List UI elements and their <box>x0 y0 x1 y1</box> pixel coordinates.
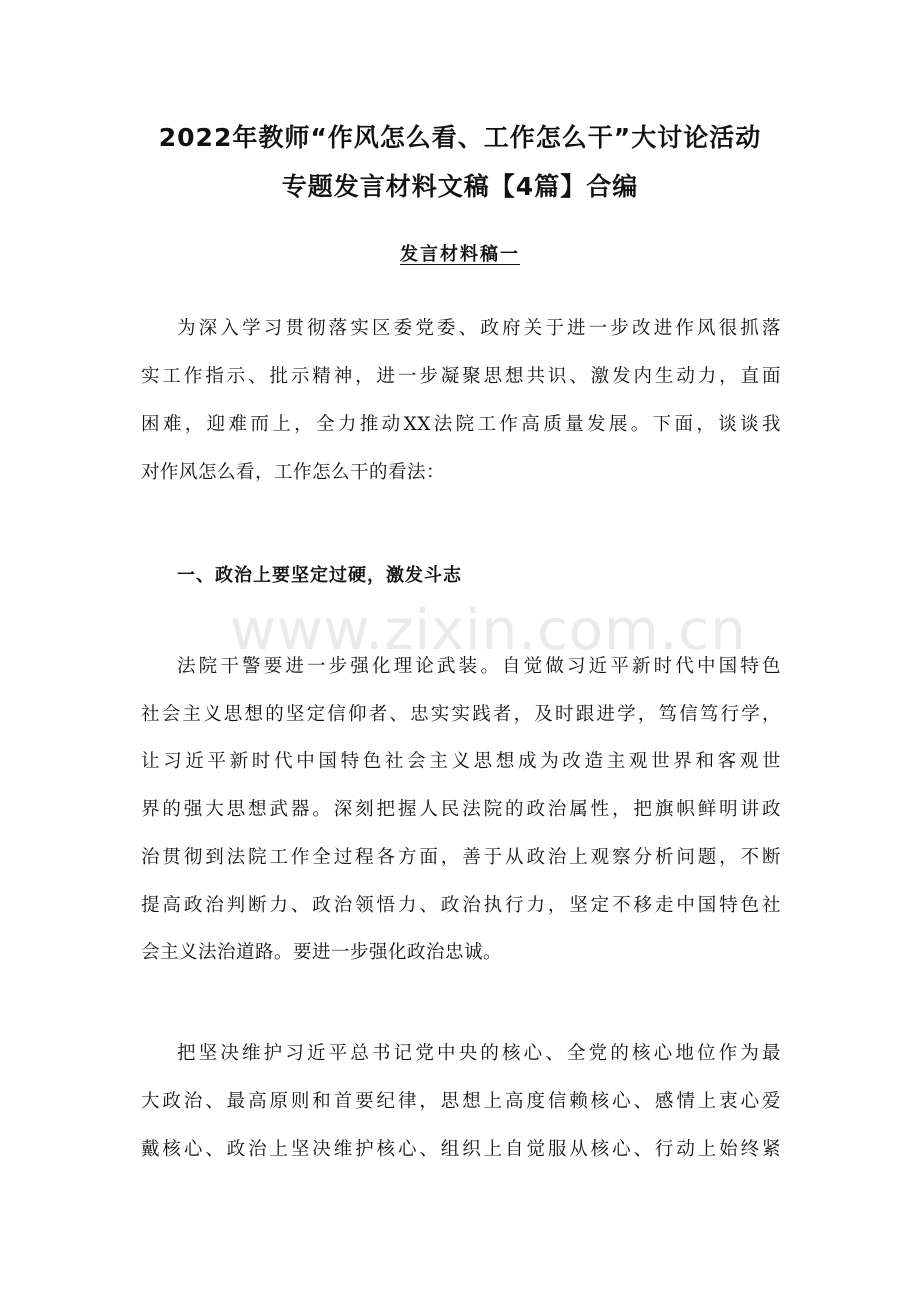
paragraph-1-line-3: 困难，迎难而上，全力推动XX法院工作高质量发展。下面，谈谈我 <box>141 414 781 435</box>
document-title-line-2: 专题发言材料文稿【4篇】合编 <box>281 172 639 201</box>
document-title-line-1: 2022年教师“作风怎么看、工作怎么干”大讨论活动 <box>158 123 762 152</box>
paragraph-1-line-4: 对作风怎么看，工作怎么干的看法： <box>141 462 446 483</box>
paragraph-2-line-1: 法院干警要进一步强化理论武装。自觉做习近平新时代中国特色 <box>177 656 781 677</box>
paragraph-2-line-5: 治贯彻到法院工作全过程各方面，善于从政治上观察分析问题，不断 <box>141 847 781 868</box>
section-title: 发言材料稿一 <box>400 244 520 265</box>
paragraph-3-line-3: 戴核心、政治上坚决维护核心、组织上自觉服从核心、行动上始终紧 <box>141 1139 781 1160</box>
paragraph-2-line-4: 界的强大思想武器。深刻把握人民法院的政治属性，把旗帜鲜明讲政 <box>141 799 781 820</box>
paragraph-3-line-1: 把坚决维护习近平总书记党中央的核心、全党的核心地位作为最 <box>177 1043 781 1064</box>
paragraph-2-line-7: 会主义法治道路。要进一步强化政治忠诚。 <box>141 942 503 963</box>
paragraph-1-line-2: 实工作指示、批示精神，进一步凝聚思想共识、激发内生动力，直面 <box>141 366 781 387</box>
paragraph-2-line-2: 社会主义思想的坚定信仰者、忠实实践者，及时跟进学，笃信笃行学， <box>141 704 781 725</box>
paragraph-1-line-1: 为深入学习贯彻落实区委党委、政府关于进一步改进作风很抓落 <box>177 318 781 339</box>
paragraph-2-line-3: 让习近平新时代中国特色社会主义思想成为改造主观世界和客观世 <box>141 751 781 772</box>
paragraph-3-line-2: 大政治、最高原则和首要纪律，思想上高度信赖核心、感情上衷心爱 <box>141 1091 781 1112</box>
section-heading-1: 一、政治上要坚定过硬，激发斗志 <box>177 565 462 586</box>
paragraph-2-line-6: 提高政治判断力、政治领悟力、政治执行力，坚定不移走中国特色社 <box>141 895 781 916</box>
watermark: www.zixin.com.cn <box>230 598 747 663</box>
